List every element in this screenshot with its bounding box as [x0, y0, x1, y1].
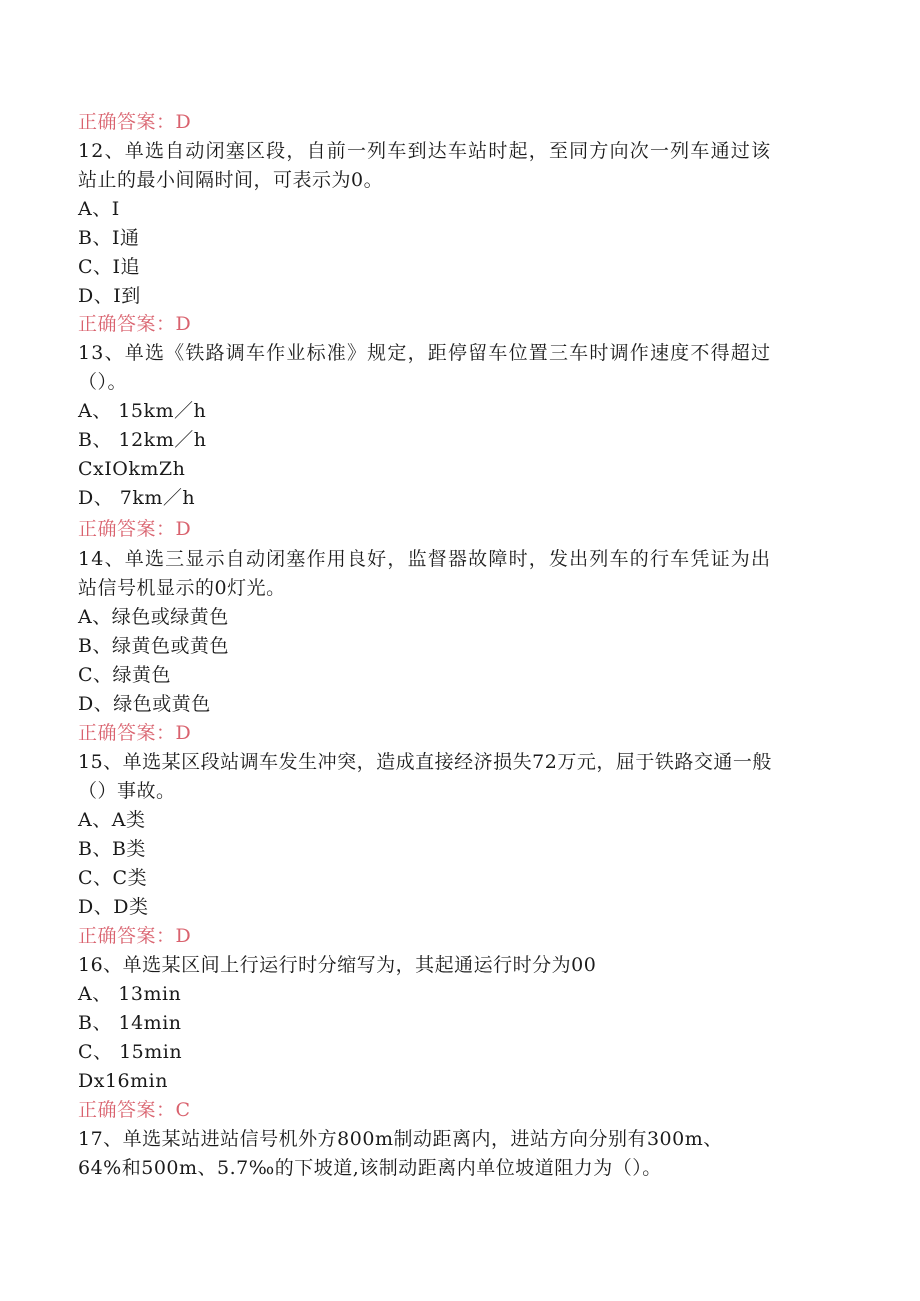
option-c: CxIOkmZh: [78, 458, 186, 480]
question-12-text-cont: 站止的最小间隔时间，可表示为0。: [78, 169, 384, 191]
answer-label: 正确答案：: [78, 1099, 176, 1121]
option-c: C、 15min: [78, 1041, 183, 1063]
answer-value: C: [175, 1099, 191, 1121]
answer-label: 正确答案：: [78, 925, 176, 947]
answer-label: 正确答案：: [78, 518, 176, 540]
answer-value: D: [175, 518, 192, 540]
answer-line: [78, 719, 191, 747]
option-b: B、 14min: [78, 1012, 182, 1034]
option-b: B、B类: [78, 838, 146, 860]
answer-label: 正确答案：: [78, 111, 176, 133]
answer-line: [78, 310, 191, 338]
answer-line: [78, 108, 191, 136]
option-d: D、 7km／h: [78, 487, 196, 509]
option-a: A、绿色或绿黄色: [78, 606, 229, 628]
question-14-text: 14、单选三显示自动闭塞作用良好，监督器故障时，发出列车的行车凭证为出: [78, 548, 772, 570]
option-d: D、D类: [78, 896, 149, 918]
question-16-text: 16、单选某区间上行运行时分缩写为，其起通运行时分为00: [78, 954, 597, 976]
option-b: B、I通: [78, 227, 140, 249]
option-b: B、绿黄色或黄色: [78, 635, 229, 657]
answer-value: D: [175, 111, 192, 133]
question-15-text: 15、单选某区段站调车发生冲突，造成直接经济损失72万元，屈于铁路交通一般: [78, 751, 772, 773]
answer-line: [78, 1096, 191, 1124]
option-d: Dx16min: [78, 1070, 168, 1092]
option-c: C、I追: [78, 256, 141, 278]
answer-line: [78, 515, 191, 543]
question-13-text: 13、单选《铁路调车作业标准》规定，距停留车位置三车时调作速度不得超过: [78, 342, 772, 364]
question-12-text: 12、单选自动闭塞区段，自前一列车到达车站时起，至同方向次一列车通过该: [78, 140, 772, 162]
option-a: A、A类: [78, 809, 146, 831]
option-a: A、I: [78, 198, 120, 220]
question-17-text: 17、单选某站进站信号机外方800m制动距离内，进站方向分别有300m、: [78, 1128, 723, 1150]
answer-value: D: [175, 722, 192, 744]
question-14-text-cont: 站信号机显示的0灯光。: [78, 577, 286, 599]
answer-label: 正确答案：: [78, 313, 176, 335]
option-c: C、C类: [78, 867, 148, 889]
option-a: A、 15km／h: [78, 400, 207, 422]
answer-value: D: [175, 925, 192, 947]
option-b: B、 12km／h: [78, 429, 207, 451]
option-d: D、I到: [78, 285, 141, 307]
option-d: D、绿色或黄色: [78, 693, 211, 715]
option-a: A、 13min: [78, 983, 182, 1005]
answer-label: 正确答案：: [78, 722, 176, 744]
answer-line: [78, 922, 191, 950]
option-c: C、绿黄色: [78, 664, 172, 686]
question-15-text-cont: （）事故。: [78, 780, 176, 802]
answer-value: D: [175, 313, 192, 335]
question-17-text-cont: 64%和500m、5.7‰的下坡道,该制动距离内单位坡道阻力为（）。: [78, 1157, 662, 1179]
question-13-text-cont: （）。: [78, 371, 128, 393]
